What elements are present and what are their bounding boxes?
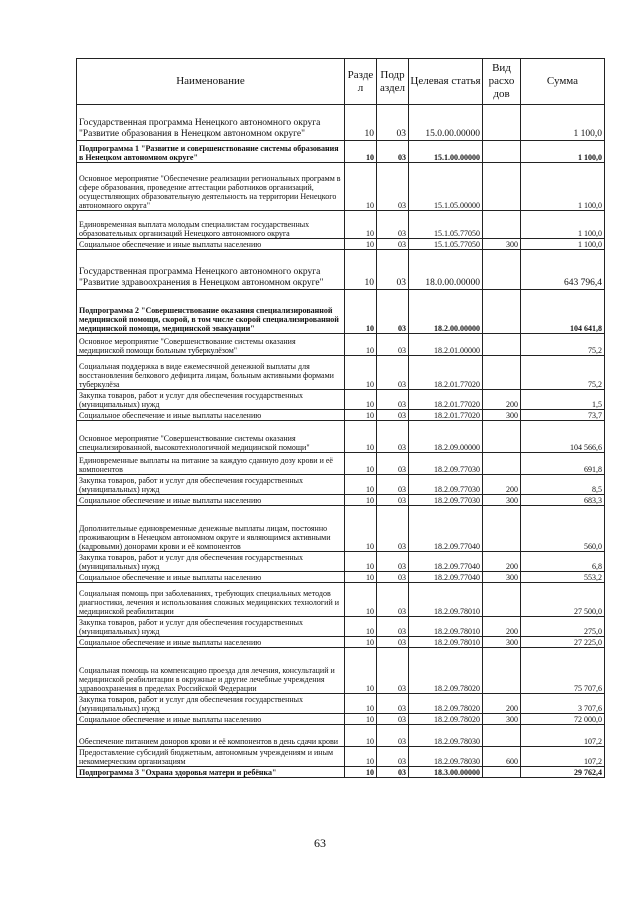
row-vid-cell: 300 [483,637,521,648]
row-celevaya-cell: 18.2.09.78030 [409,725,483,747]
row-razdel-cell: 10 [345,250,377,290]
row-razdel-cell: 10 [345,105,377,141]
row-razdel-cell: 10 [345,141,377,163]
row-summa-cell: 1 100,0 [521,141,605,163]
row-name-cell: Социальное обеспечение и иные выплаты населению [77,410,345,421]
row-razdel-cell: 10 [345,453,377,475]
row-vid-cell [483,421,521,453]
row-summa-cell: 75,2 [521,356,605,390]
row-celevaya-cell: 18.2.09.77040 [409,572,483,583]
row-razdel-cell: 10 [345,714,377,725]
row-celevaya-cell: 18.2.09.77030 [409,453,483,475]
table-header-row [77,59,605,105]
row-celevaya-cell: 15.1.05.00000 [409,163,483,211]
row-podrazdel-cell: 03 [377,410,409,421]
row-podrazdel-cell: 03 [377,290,409,334]
row-vid-cell: 200 [483,617,521,637]
row-name-cell: Социальное обеспечение и иные выплаты населению [77,572,345,583]
row-summa-cell: 73,7 [521,410,605,421]
row-celevaya-cell: 18.2.09.78010 [409,617,483,637]
table-row [77,163,605,211]
row-podrazdel-cell: 03 [377,506,409,552]
table-row [77,239,605,250]
row-name-cell: Закупка товаров, работ и услуг для обеспечения государственных (муниципальных) нужд [77,617,345,637]
table-row [77,105,605,141]
row-celevaya-cell: 18.2.01.77020 [409,410,483,421]
row-name-cell: Подпрограмма 3 "Охрана здоровья матери и ребёнка" [77,767,345,778]
row-celevaya-cell: 15.1.00.00000 [409,141,483,163]
row-razdel-cell: 10 [345,239,377,250]
row-podrazdel-cell: 03 [377,637,409,648]
row-summa-cell: 29 762,4 [521,767,605,778]
row-celevaya-cell: 18.2.01.77020 [409,390,483,410]
row-name-cell: Подпрограмма 2 "Совершенствование оказания специализированной медицинской помощи, скорой, в том числе скорой специализированной медицинской помощи, медицинской эвакуации" [77,290,345,334]
row-celevaya-cell: 18.2.09.78020 [409,648,483,694]
row-podrazdel-cell: 03 [377,694,409,714]
row-celevaya-cell: 18.3.00.00000 [409,767,483,778]
row-vid-cell [483,583,521,617]
row-summa-cell: 1 100,0 [521,211,605,239]
row-podrazdel-cell: 03 [377,390,409,410]
row-podrazdel-cell: 03 [377,747,409,767]
row-razdel-cell: 10 [345,506,377,552]
header-name: Наименование [77,59,345,105]
row-celevaya-cell: 18.2.09.77030 [409,475,483,495]
row-summa-cell: 8,5 [521,475,605,495]
table-row [77,747,605,767]
row-razdel-cell: 10 [345,648,377,694]
row-name-cell: Единовременная выплата молодым специалистам государственных образовательных организаций Ненецкого автономного округа [77,211,345,239]
row-summa-cell: 107,2 [521,747,605,767]
row-podrazdel-cell: 03 [377,714,409,725]
row-vid-cell [483,356,521,390]
row-podrazdel-cell: 03 [377,141,409,163]
row-summa-cell: 104 641,8 [521,290,605,334]
row-vid-cell: 200 [483,552,521,572]
header-summa: Сумма [521,59,605,105]
row-podrazdel-cell: 03 [377,495,409,506]
row-summa-cell: 104 566,6 [521,421,605,453]
row-podrazdel-cell: 03 [377,725,409,747]
table-row [77,453,605,475]
table-row [77,714,605,725]
row-summa-cell: 72 000,0 [521,714,605,725]
row-podrazdel-cell: 03 [377,453,409,475]
row-name-cell: Подпрограмма 1 "Развитие и совершенствование системы образования в Ненецком автономном округе" [77,141,345,163]
table-row [77,250,605,290]
row-summa-cell: 275,0 [521,617,605,637]
row-celevaya-cell: 18.2.09.00000 [409,421,483,453]
row-razdel-cell: 10 [345,390,377,410]
row-vid-cell [483,105,521,141]
row-summa-cell: 107,2 [521,725,605,747]
row-vid-cell [483,141,521,163]
row-summa-cell: 1 100,0 [521,239,605,250]
row-vid-cell: 600 [483,747,521,767]
row-vid-cell: 300 [483,495,521,506]
table-row [77,583,605,617]
row-podrazdel-cell: 03 [377,163,409,211]
row-vid-cell [483,211,521,239]
row-summa-cell: 691,8 [521,453,605,475]
row-podrazdel-cell: 03 [377,421,409,453]
table-row [77,141,605,163]
row-name-cell: Единовременные выплаты на питание за каждую сданную дозу крови и её компонентов [77,453,345,475]
table-row [77,390,605,410]
row-name-cell: Основное мероприятие "Совершенствование системы оказания специализированной, высокотехнологичной медицинской помощи" [77,421,345,453]
table-row [77,421,605,453]
row-vid-cell: 300 [483,572,521,583]
row-podrazdel-cell: 03 [377,572,409,583]
table-row [77,725,605,747]
row-summa-cell: 553,2 [521,572,605,583]
row-podrazdel-cell: 03 [377,767,409,778]
header-celevaya-statya: Целевая статья [409,59,483,105]
row-podrazdel-cell: 03 [377,617,409,637]
table-row [77,767,605,778]
header-razdel: Разде л [345,59,377,105]
row-summa-cell: 1 100,0 [521,163,605,211]
row-name-cell: Государственная программа Ненецкого автономного округа "Развитие образования в Ненецком автономном округе" [77,105,345,141]
row-razdel-cell: 10 [345,356,377,390]
row-celevaya-cell: 18.2.09.78020 [409,714,483,725]
row-razdel-cell: 10 [345,572,377,583]
row-name-cell: Закупка товаров, работ и услуг для обеспечения государственных (муниципальных) нужд [77,390,345,410]
row-podrazdel-cell: 03 [377,552,409,572]
table-row [77,290,605,334]
table-row [77,617,605,637]
row-summa-cell: 27 225,0 [521,637,605,648]
row-celevaya-cell: 18.2.09.77030 [409,495,483,506]
table-row [77,334,605,356]
row-celevaya-cell: 15.0.00.00000 [409,105,483,141]
row-vid-cell [483,290,521,334]
row-summa-cell: 1,5 [521,390,605,410]
row-razdel-cell: 10 [345,290,377,334]
budget-sheet [76,58,604,778]
row-vid-cell [483,648,521,694]
row-razdel-cell: 10 [345,495,377,506]
row-podrazdel-cell: 03 [377,334,409,356]
table-row [77,572,605,583]
table-row [77,648,605,694]
row-razdel-cell: 10 [345,747,377,767]
row-vid-cell [483,334,521,356]
row-razdel-cell: 10 [345,725,377,747]
row-celevaya-cell: 18.0.00.00000 [409,250,483,290]
table-row [77,506,605,552]
table-row [77,356,605,390]
row-razdel-cell: 10 [345,694,377,714]
row-summa-cell: 560,0 [521,506,605,552]
row-name-cell: Государственная программа Ненецкого автономного округа "Развитие здравоохранения в Ненецком автономном округе" [77,250,345,290]
row-vid-cell: 200 [483,475,521,495]
row-name-cell: Социальная помощь на компенсацию проезда для лечения, консультаций и медицинской реабилитации в окружные и другие лечебные учреждения здравоохранения в пределах Российской Федерации [77,648,345,694]
row-name-cell: Социальная помощь при заболеваниях, требующих специальных методов диагностики, лечения и использования сложных медицинских технологий и медицинской реабилитации [77,583,345,617]
row-razdel-cell: 10 [345,552,377,572]
row-name-cell: Предоставление субсидий бюджетным, автономным учреждениям и иным некоммерческим организациям [77,747,345,767]
row-vid-cell: 200 [483,390,521,410]
row-vid-cell: 300 [483,410,521,421]
header-podrazdel: Подр аздел [377,59,409,105]
row-podrazdel-cell: 03 [377,648,409,694]
row-razdel-cell: 10 [345,637,377,648]
row-name-cell: Социальное обеспечение и иные выплаты населению [77,495,345,506]
row-podrazdel-cell: 03 [377,211,409,239]
row-vid-cell: 300 [483,239,521,250]
row-vid-cell [483,725,521,747]
row-vid-cell [483,506,521,552]
row-razdel-cell: 10 [345,617,377,637]
table-row [77,410,605,421]
row-vid-cell [483,163,521,211]
row-summa-cell: 3 707,6 [521,694,605,714]
row-podrazdel-cell: 03 [377,105,409,141]
row-celevaya-cell: 18.2.01.77020 [409,356,483,390]
row-podrazdel-cell: 03 [377,583,409,617]
row-celevaya-cell: 15.1.05.77050 [409,211,483,239]
row-summa-cell: 1 100,0 [521,105,605,141]
row-name-cell: Социальное обеспечение и иные выплаты населению [77,239,345,250]
row-name-cell: Закупка товаров, работ и услуг для обеспечения государственных (муниципальных) нужд [77,475,345,495]
row-name-cell: Социальная поддержка в виде ежемесячной денежной выплаты для восстановления белкового дефицита лицам, больным активными формами туберкулёза [77,356,345,390]
row-name-cell: Дополнительные единовременные денежные выплаты лицам, постоянно проживающим в Ненецком автономном округе и являющимся активными (кадровыми) донорами крови и её компонентов [77,506,345,552]
row-name-cell: Основное мероприятие "Совершенствование системы оказания медицинской помощи больным туберкулёзом" [77,334,345,356]
row-razdel-cell: 10 [345,767,377,778]
row-vid-cell [483,767,521,778]
page-number: 63 [314,836,326,850]
row-razdel-cell: 10 [345,475,377,495]
row-vid-cell [483,250,521,290]
row-celevaya-cell: 18.2.09.78010 [409,637,483,648]
row-razdel-cell: 10 [345,421,377,453]
row-celevaya-cell: 18.2.09.78030 [409,747,483,767]
row-podrazdel-cell: 03 [377,250,409,290]
table-row [77,211,605,239]
header-vid-rashodov: Вид расхо дов [483,59,521,105]
row-name-cell: Закупка товаров, работ и услуг для обеспечения государственных (муниципальных) нужд [77,552,345,572]
row-vid-cell: 200 [483,694,521,714]
row-razdel-cell: 10 [345,583,377,617]
table-body [77,105,605,778]
row-podrazdel-cell: 03 [377,356,409,390]
table-row [77,475,605,495]
row-celevaya-cell: 15.1.05.77050 [409,239,483,250]
row-razdel-cell: 10 [345,334,377,356]
row-name-cell: Социальное обеспечение и иные выплаты населению [77,714,345,725]
row-vid-cell [483,453,521,475]
row-celevaya-cell: 18.2.01.00000 [409,334,483,356]
row-name-cell: Основное мероприятие "Обеспечение реализации региональных программ в сфере образования, проведение аттестации работников организаций, осуществляющих образовательную деятельность на территории Ненецкого автономного округа" [77,163,345,211]
table-row [77,552,605,572]
table-row [77,694,605,714]
row-name-cell: Обеспечение питанием доноров крови и её компонентов в день сдачи крови [77,725,345,747]
row-podrazdel-cell: 03 [377,239,409,250]
row-summa-cell: 683,3 [521,495,605,506]
row-name-cell: Закупка товаров, работ и услуг для обеспечения государственных (муниципальных) нужд [77,694,345,714]
row-summa-cell: 643 796,4 [521,250,605,290]
row-podrazdel-cell: 03 [377,475,409,495]
row-celevaya-cell: 18.2.09.78010 [409,583,483,617]
row-celevaya-cell: 18.2.09.77040 [409,552,483,572]
row-razdel-cell: 10 [345,410,377,421]
table-row [77,637,605,648]
row-summa-cell: 6,8 [521,552,605,572]
table-row [77,495,605,506]
row-summa-cell: 75,2 [521,334,605,356]
row-celevaya-cell: 18.2.00.00000 [409,290,483,334]
row-razdel-cell: 10 [345,163,377,211]
row-celevaya-cell: 18.2.09.78020 [409,694,483,714]
row-name-cell: Социальное обеспечение и иные выплаты населению [77,637,345,648]
row-vid-cell: 300 [483,714,521,725]
row-razdel-cell: 10 [345,211,377,239]
row-summa-cell: 75 707,6 [521,648,605,694]
row-summa-cell: 27 500,0 [521,583,605,617]
budget-table [76,58,605,778]
row-celevaya-cell: 18.2.09.77040 [409,506,483,552]
